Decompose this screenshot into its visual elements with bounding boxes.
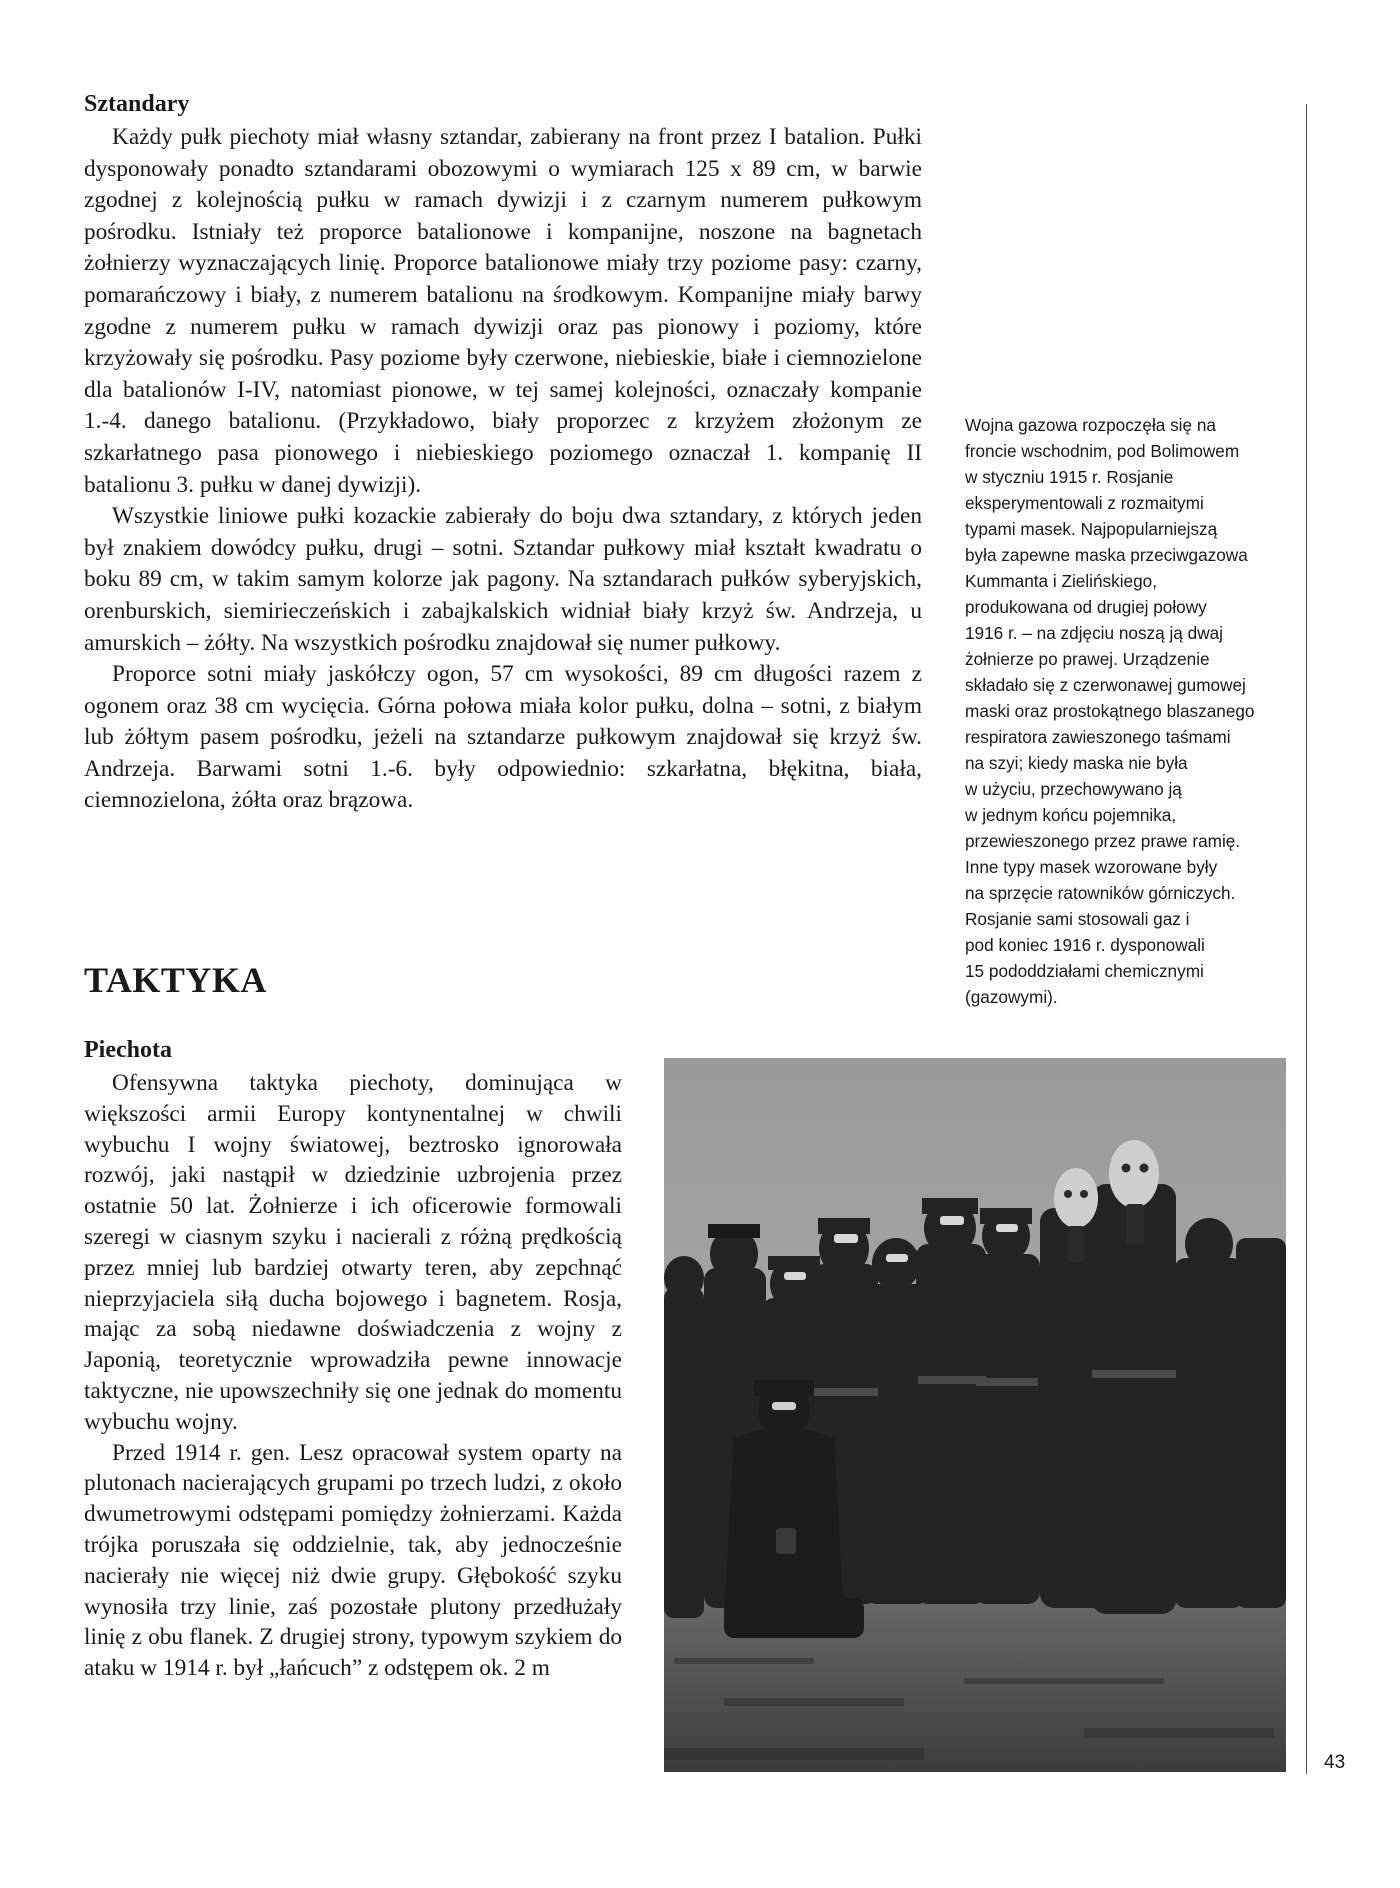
caption-line: 15 pododdziałami chemicznymi — [965, 961, 1204, 981]
caption-line: składało się z czerwonawej gumowej — [965, 675, 1246, 695]
caption-line: Wojna gazowa rozpoczęła się na — [965, 415, 1216, 435]
caption-line: typami masek. Najpopularniejszą — [965, 519, 1218, 539]
caption-line: na sprzęcie ratowników górniczych. — [965, 883, 1236, 903]
caption-line: Kummanta i Zielińskiego, — [965, 571, 1158, 591]
caption-line: produkowana od drugiej połowy — [965, 597, 1207, 617]
caption-line: Rosjanie sami stosowali gaz i — [965, 909, 1190, 929]
gas-mask-soldiers-photo — [664, 1058, 1286, 1772]
caption-line: pod koniec 1916 r. dysponowali — [965, 935, 1205, 955]
caption-line: (gazowymi). — [965, 987, 1058, 1007]
caption-line: eksperymentowali z rozmaitymi — [965, 493, 1204, 513]
caption-line: była zapewne maska przeciwgazowa — [965, 545, 1248, 565]
piechota-section — [84, 1034, 622, 1684]
sztandary-paragraph: Każdy pułk piechoty miał własny sztandar, zabierany na front przez I batalion. Pułki dysponowały ponadto sztandarami obozowymi o wymiarach 125 x 89 cm, w barwie zgodnej z kolejnością pułku w ramach dywizji i z czarnym numerem pułkowym pośrodku. Istniały też proporce batalionowe i kompanijne, noszone na bagnetach żołnierzy wyznaczających linię. Proporce batalionowe miały trzy poziome pasy: czarny, pomarańczowy i biały, z numerem batalionu na środkowym. Kompanijne miały barwy zgodne z numerem pułku w ramach dywizji oraz pas pionowy i poziomy, które krzyżowały się pośrodku. Pasy poziome były czerwone, niebieskie, białe i ciemnozielone dla batalionów I-IV, natomiast pionowe, w tej samej kolejności, oznaczały kompanie 1.-4. danego batalionu. (Przykładowo, biały proporzec z krzyżem złożonym ze szkarłatnego pasa pionowego i niebieskiego poziomego oznaczał 1. kompanię II batalionu 3. pułku w danej dywizji). — [84, 124, 922, 498]
caption-line: w styczniu 1915 r. Rosjanie — [965, 467, 1174, 487]
sztandary-paragraph: Wszystkie liniowe pułki kozackie zabierały do boju dwa sztandary, z których jeden był znakiem dowódcy pułku, drugi – sotni. Sztandar pułkowy miał kształt kwadratu o boku 89 cm, w takim samym kolorze jak pagony. Na sztandarach pułków syberyjskich, orenburskich, siemirieczeńskich i zabajkalskich widniał biały krzyż św. Andrzeja, u amurskich – żółty. Na wszystkich pośrodku znajdował się numer pułkowy. — [84, 503, 922, 656]
piechota-heading: Piechota — [84, 1037, 172, 1063]
piechota-paragraph: Przed 1914 r. gen. Lesz opracował system oparty na plutonach nacierających grupami po trzech ludzi, z około dwumetrowymi odstępami pomiędzy żołnierzami. Każda trójka poruszała się oddzielnie, tak, aby jednocześnie nacierały nie więcej niż dwie grupy. Głębokość szyku wynosiła trzy linie, zaś pozostałe plutony przedłużały linię z obu flanek. Z drugiej strony, typowym szykiem do ataku w 1914 r. był „łańcuch” z odstępem ok. 2 m — [84, 1439, 622, 1682]
caption-line: respiratora zawieszonego taśmami — [965, 727, 1231, 747]
sztandary-heading: Sztandary — [84, 91, 190, 117]
caption-line: Inne typy masek wzorowane były — [965, 857, 1218, 877]
page-number: 43 — [1324, 1752, 1346, 1773]
caption-line: 1916 r. – na zdjęciu noszą ją dwaj — [965, 623, 1223, 643]
caption-line: w jednym końcu pojemnika, — [965, 805, 1177, 825]
taktyka-heading: TAKTYKA — [84, 960, 267, 1000]
caption-line: żołnierze po prawej. Urządzenie — [965, 649, 1210, 669]
caption-line: maski oraz prostokątnego blaszanego — [965, 701, 1255, 721]
photo-illustration — [664, 1058, 1286, 1772]
caption-line: w użyciu, przechowywano ją — [965, 779, 1182, 799]
caption-line: przewieszonego przez prawe ramię. — [965, 831, 1241, 851]
caption-line: froncie wschodnim, pod Bolimowem — [965, 441, 1240, 461]
photo-caption — [965, 412, 1295, 1010]
sztandary-paragraph: Proporce sotni miały jaskółczy ogon, 57 cm wysokości, 89 cm długości razem z ogonem oraz 38 cm wycięcia. Górna połowa miała kolor pułku, dolna – sotni, z białym lub żółtym pasem pośrodku, jeżeli na sztandarze pułkowym znajdował się krzyż św. Andrzeja. Barwami sotni 1.-6. były odpowiednio: szkarłatna, błękitna, biała, ciemnozielona, żółta oraz brązowa. — [84, 661, 922, 814]
sztandary-section — [84, 88, 922, 817]
caption-line: na szyi; kiedy maska nie była — [965, 753, 1188, 773]
piechota-paragraph: Ofensywna taktyka piechoty, dominująca w większości armii Europy kontynentalnej w chwili wybuchu I wojny światowej, beztrosko ignorowała rozwój, jaki nastąpił w dziedzinie uzbrojenia przez ostatnie 50 lat. Żołnierze i ich oficerowie formowali szeregi w ciasnym szyku i nacierali z różną prędkością przez mniej lub bardziej otwarty teren, aby zepchnąć nieprzyjaciela siłą ducha bojowego i bagnetem. Rosja, mając za sobą niedawne doświadczenia z wojny z Japonią, teoretycznie wprowadziła pewne innowacje taktyczne, nie upowszechniły się one jednak do momentu wybuchu wojny. — [84, 1070, 622, 1435]
vertical-rule — [1306, 104, 1307, 1774]
